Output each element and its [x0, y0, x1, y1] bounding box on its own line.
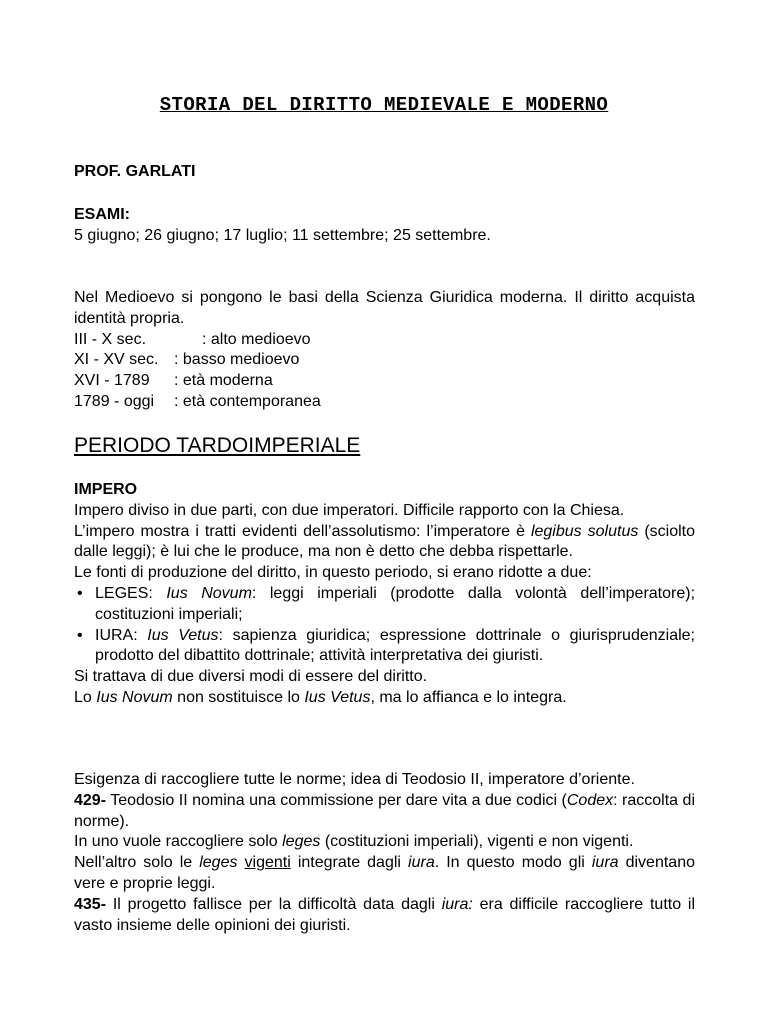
impero-paragraph-2 [74, 522, 695, 564]
period-row [74, 330, 695, 351]
impero-heading: IMPERO [74, 481, 138, 498]
underlined-term: vigenti [244, 854, 291, 872]
teodosio-paragraph-2 [74, 791, 695, 833]
italic-term: leges [282, 833, 321, 851]
period-label: : età moderna [174, 372, 273, 390]
text-run: : leggi imperiali (prodotte dalla volontà dell’imperatore); costituzioni imperiali; [95, 584, 696, 623]
impero-paragraph-3: Le fonti di produzione del diritto, in questo periodo, si erano ridotte a due: [74, 564, 592, 582]
year-label: 435- [74, 895, 107, 913]
section-title: PERIODO TARDOIMPERIALE [74, 434, 361, 457]
text-run: : sapienza giuridica; espressione dottrinale o giurisprudenziale; prodotto del dibattito dottrinale; attività interpretativa dei giuristi. [95, 626, 696, 665]
impero-paragraph-1: Impero diviso in due parti, con due imperatori. Difficile rapporto con la Chiesa. [74, 501, 625, 519]
italic-term: Codex [566, 791, 614, 809]
text-run: LEGES: [95, 584, 167, 602]
period-range: XI - XV sec. [74, 351, 159, 369]
impero-section [74, 480, 695, 709]
impero-paragraph-5 [74, 688, 695, 709]
teodosio-paragraph-3 [74, 832, 695, 853]
text-run: : raccolta di norme). [74, 791, 695, 830]
sources-list [74, 584, 695, 667]
period-range: III - X sec. [74, 330, 147, 348]
text-run: (sciolto dalle leggi); è lui che le produce, ma non è detto che debba rispettarle. [74, 522, 696, 561]
text-run: Lo [74, 688, 97, 706]
list-item-iura [95, 626, 695, 668]
text-run: Teodosio II nomina una commissione per dare vita a due codici ( [106, 791, 567, 809]
italic-term: Ius Vetus [147, 626, 219, 644]
text-run: diventano vere e proprie leggi. [74, 854, 695, 892]
text-run: IURA: [95, 626, 148, 644]
period-row [74, 350, 695, 371]
text-run: . In questo modo gli [434, 854, 592, 872]
exams-block [74, 205, 695, 247]
text-run: Nell’altro solo le [74, 854, 200, 872]
impero-paragraph-4: Si trattava di due diversi modi di essere del diritto. [74, 668, 428, 686]
text-run: , ma lo affianca e lo integra. [370, 688, 567, 706]
italic-term: iura [408, 854, 435, 872]
italic-term: legibus solutus [530, 522, 639, 540]
italic-term: iura [591, 854, 619, 872]
italic-term: Ius Novum [166, 584, 252, 602]
italic-term: iura: [441, 895, 473, 913]
period-range: 1789 - oggi [74, 392, 155, 410]
period-label: : età contemporanea [174, 392, 321, 410]
period-row [74, 371, 695, 392]
year-label: 429- [74, 791, 107, 809]
teodosio-section [74, 770, 695, 936]
page-title: STORIA DEL DIRITTO MEDIEVALE E MODERNO [159, 94, 609, 116]
period-row [74, 392, 695, 413]
text-run [237, 854, 244, 871]
teodosio-paragraph-4 [74, 853, 695, 895]
text-run: era difficile raccogliere tutto il vasto insieme delle opinioni dei giuristi. [74, 895, 695, 934]
list-item-leges [95, 584, 695, 626]
text-run: (costituzioni imperiali), vigenti e non vigenti. [320, 833, 634, 851]
teodosio-paragraph-5 [74, 895, 695, 937]
professor-name: PROF. GARLATI [74, 163, 196, 180]
italic-term: Ius Novum [96, 688, 173, 706]
periods-list [74, 330, 695, 413]
text-run: In uno vuole raccogliere solo [74, 833, 283, 851]
period-range: XVI - 1789 [74, 372, 150, 390]
text-run: integrate dagli [290, 854, 409, 872]
text-run: non sostituisce lo [172, 688, 305, 706]
teodosio-paragraph-1: Esigenza di raccogliere tutte le norme; idea di Teodosio II, imperatore d’oriente. [74, 771, 635, 788]
exams-heading: ESAMI: [74, 206, 130, 223]
italic-term: Ius Vetus [304, 688, 371, 706]
period-label: : basso medioevo [174, 351, 300, 369]
text-run: Il progetto fallisce per la difficoltà data dagli [106, 895, 442, 913]
intro-paragraph: Nel Medioevo si pongono le basi della Scienza Giuridica moderna. Il diritto acquista identità propria. [74, 289, 695, 327]
exams-dates: 5 giugno; 26 giugno; 17 luglio; 11 settembre; 25 settembre. [74, 226, 491, 244]
italic-term: leges [199, 854, 238, 872]
period-label: : alto medioevo [202, 330, 311, 348]
intro-block [74, 288, 695, 413]
text-run: L’impero mostra i tratti evidenti dell’assolutismo: l’imperatore è [74, 522, 531, 540]
